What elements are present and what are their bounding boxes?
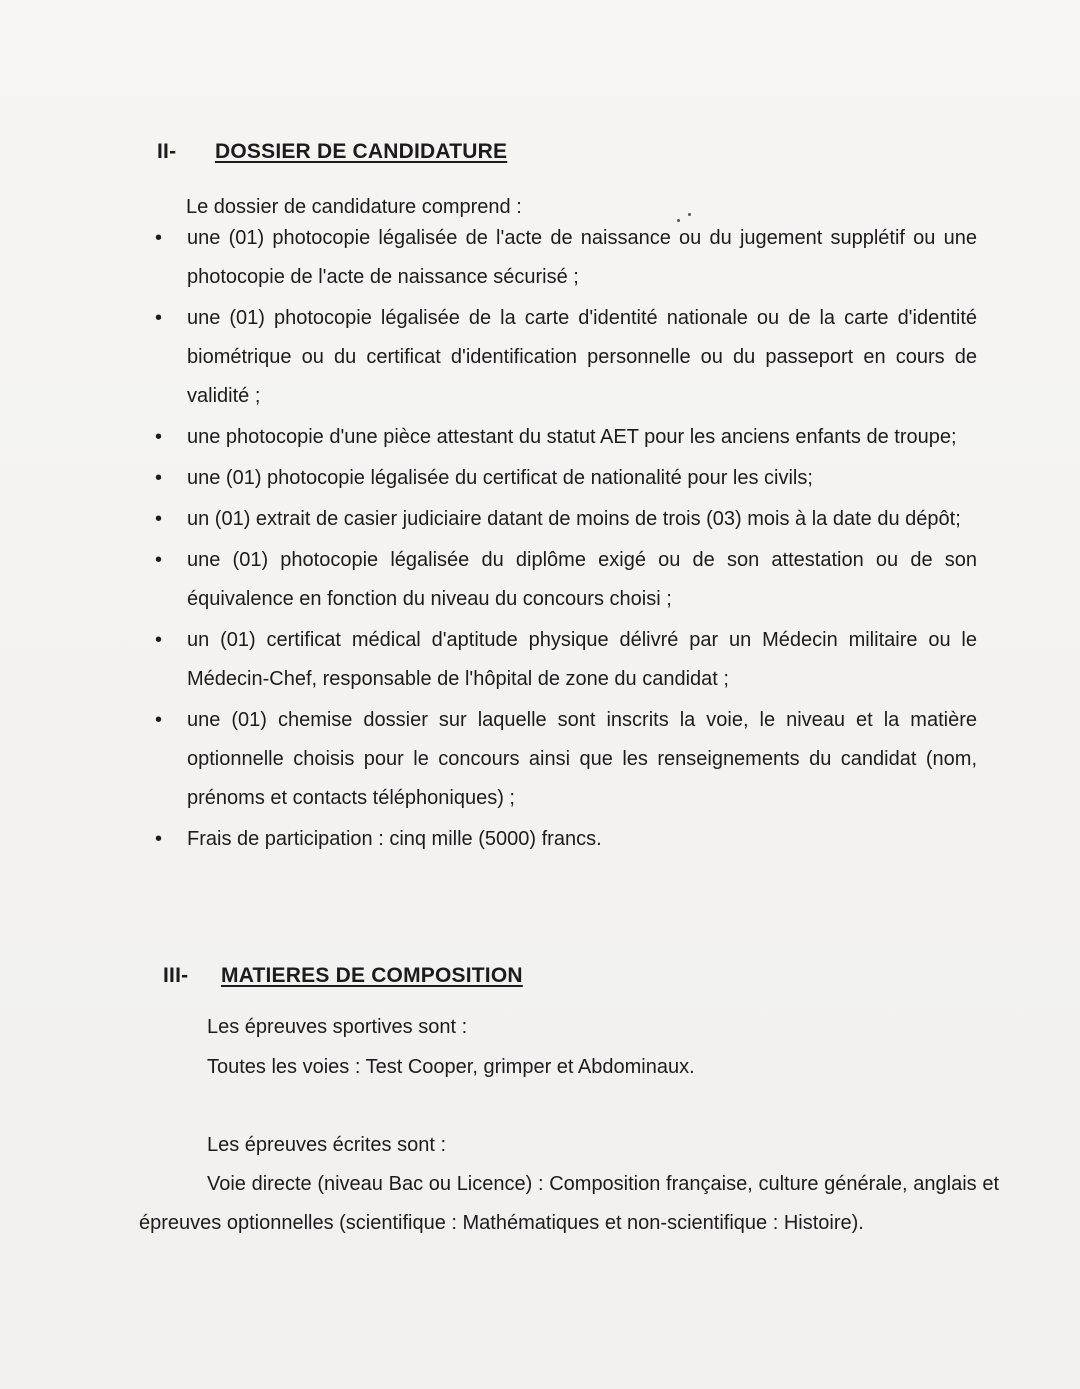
list-item — [155, 500, 977, 539]
list-item-text: Frais de participation : cinq mille (5000) francs. — [187, 828, 602, 850]
bullet: • — [155, 508, 163, 530]
section-title: DOSSIER DE CANDIDATURE — [215, 140, 508, 163]
bullet: • — [155, 426, 163, 448]
list-item — [155, 541, 977, 619]
list-item-text: une (01) photocopie légalisée du certificat de nationalité pour les civils; — [187, 467, 813, 489]
list-item-text: une (01) photocopie légalisée de la carte d'identité nationale ou de la carte d'identité biométrique ou du certificat d'identification personnelle ou du passeport en cours de validité ; — [187, 307, 977, 407]
list-item — [155, 299, 977, 416]
bullet: • — [155, 549, 163, 571]
dossier-intro: Le dossier de candidature comprend : — [186, 196, 522, 218]
bullet: • — [155, 227, 163, 249]
list-item-text: une (01) photocopie légalisée de l'acte de naissance ou du jugement supplétif ou une photocopie de l'acte de naissance sécurisé ; — [187, 227, 977, 288]
list-item-text: une (01) photocopie légalisée du diplôme exigé ou de son attestation ou de son équivalence en fonction du niveau du concours choisi ; — [187, 549, 977, 610]
list-item — [155, 418, 977, 457]
list-item — [155, 701, 977, 818]
list-item — [155, 459, 977, 498]
bullet: • — [155, 629, 163, 651]
bullet: • — [155, 307, 163, 329]
dossier-list — [155, 219, 977, 861]
list-item-text: une photocopie d'une pièce attestant du statut AET pour les anciens enfants de troupe; — [187, 426, 957, 448]
list-item-text: un (01) certificat médical d'aptitude physique délivré par un Médecin militaire ou le Médecin-Chef, responsable de l'hôpital de zone du candidat ; — [187, 629, 977, 690]
list-item — [155, 820, 977, 859]
written-detail: Voie directe (niveau Bac ou Licence) : Composition française, culture générale, anglais et épreuves optionnelles (scientifique : Mathématiques et non-scientifique : Histoire). — [139, 1173, 999, 1234]
bullet: • — [155, 828, 163, 850]
bullet: • — [155, 467, 163, 489]
scan-speck — [688, 213, 691, 216]
section-numeral: II- — [157, 140, 177, 163]
section-title: MATIERES DE COMPOSITION — [221, 964, 523, 987]
bullet: • — [155, 709, 163, 731]
written-intro: Les épreuves écrites sont : — [207, 1134, 447, 1156]
scan-speck — [677, 219, 680, 222]
list-item — [155, 621, 977, 699]
sport-detail: Toutes les voies : Test Cooper, grimper et Abdominaux. — [207, 1056, 695, 1078]
list-item-text: un (01) extrait de casier judiciaire datant de moins de trois (03) mois à la date du dépôt; — [187, 508, 961, 530]
section-numeral: III- — [163, 964, 189, 987]
sport-intro: Les épreuves sportives sont : — [207, 1016, 468, 1038]
list-item — [155, 219, 977, 297]
list-item-text: une (01) chemise dossier sur laquelle sont inscrits la voie, le niveau et la matière optionnelle choisis pour le concours ainsi que les renseignements du candidat (nom, prénoms et contacts téléphoniques) ; — [187, 709, 977, 809]
